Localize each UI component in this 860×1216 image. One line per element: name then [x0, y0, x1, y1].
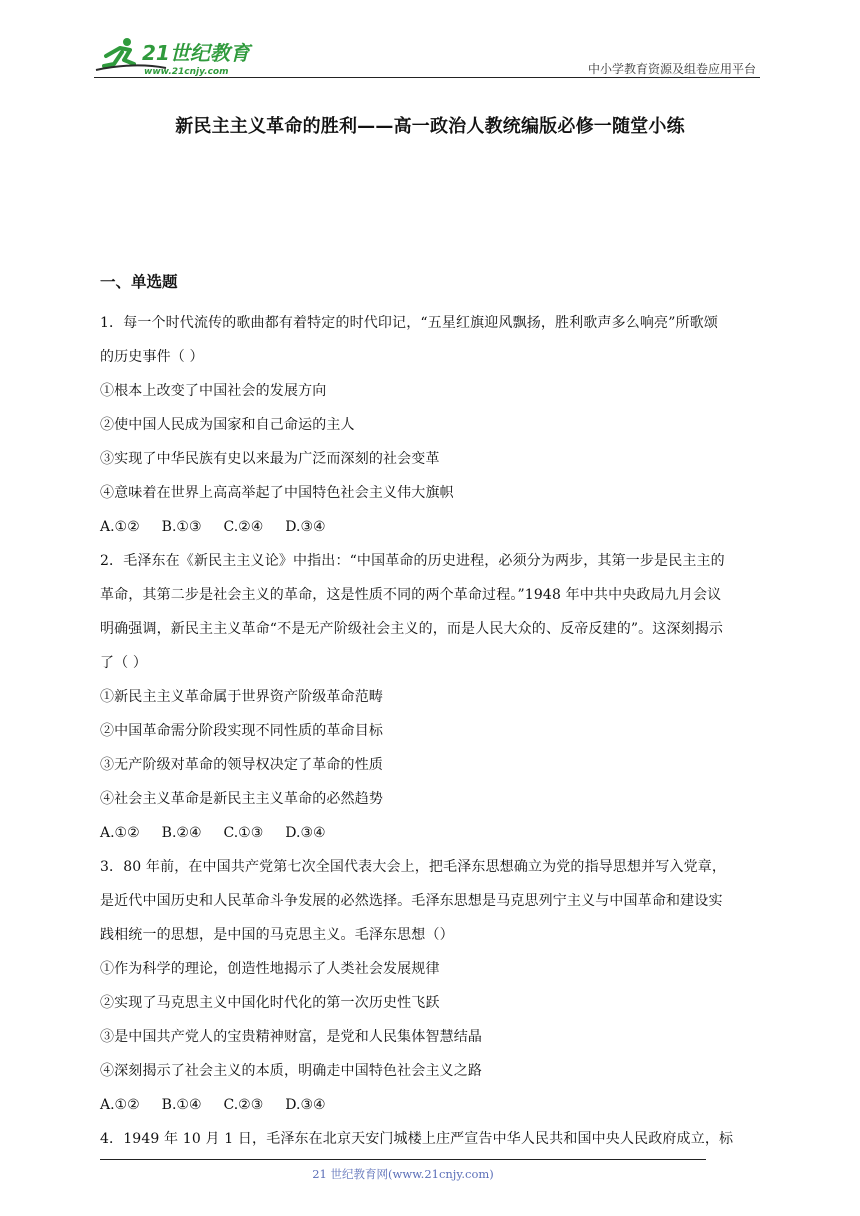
question-4 — [100, 1122, 764, 1156]
answer-option[interactable]: C.①③ — [223, 825, 264, 841]
answer-option[interactable]: A.①② — [100, 519, 140, 535]
answer-option[interactable]: B.①③ — [161, 519, 202, 535]
question-line: ①新民主主义革命属于世界资产阶级革命范畴 — [100, 689, 383, 705]
question-stem: 4．1949 年 10 月 1 日，毛泽东在北京天安门城楼上庄严宣告中华人民共和国中央人民政府成立，标 — [100, 1131, 734, 1147]
question-1 — [100, 306, 764, 544]
answer-option[interactable]: A.①② — [100, 825, 140, 841]
answer-option[interactable]: B.①④ — [161, 1097, 202, 1113]
document-title: 新民主主义革命的胜利——高一政治人教统编版必修一随堂小练 — [175, 116, 685, 137]
answer-option[interactable]: C.②④ — [223, 519, 264, 535]
logo-text: 21世纪教育 — [142, 41, 250, 65]
header-divider — [94, 77, 760, 78]
answer-options — [100, 816, 764, 850]
answer-option[interactable]: B.②④ — [161, 825, 202, 841]
question-line: 的历史事件（ ） — [100, 349, 204, 365]
answer-option[interactable]: D.③④ — [285, 519, 326, 535]
question-line: 了（ ） — [100, 655, 148, 671]
platform-name: 中小学教育资源及组卷应用平台 — [587, 62, 756, 76]
answer-option[interactable]: D.③④ — [285, 825, 326, 841]
answer-option[interactable]: C.②③ — [223, 1097, 264, 1113]
question-line: 是近代中国历史和人民革命斗争发展的必然选择。毛泽东思想是马克思列宁主义与中国革命和建设实 — [100, 893, 723, 909]
question-line: ②实现了马克思主义中国化时代化的第一次历史性飞跃 — [100, 995, 440, 1011]
answer-option[interactable]: D.③④ — [285, 1097, 326, 1113]
answer-options — [100, 510, 764, 544]
question-line: ④意味着在世界上高高举起了中国特色社会主义伟大旗帜 — [100, 485, 454, 501]
answer-option[interactable]: A.①② — [100, 1097, 140, 1113]
question-2 — [100, 544, 764, 850]
question-line: 践相统一的思想，是中国的马克思主义。毛泽东思想（） — [100, 927, 454, 943]
question-line: ②使中国人民成为国家和自己命运的主人 — [100, 417, 355, 433]
question-line: 革命，其第二步是社会主义的革命，这是性质不同的两个革命过程。”1948 年中共中央政局九月会议 — [100, 587, 722, 603]
question-3 — [100, 850, 764, 1122]
question-line: ①作为科学的理论，创造性地揭示了人类社会发展规律 — [100, 961, 440, 977]
page-header — [94, 30, 760, 78]
question-line: ④深刻揭示了社会主义的本质，明确走中国特色社会主义之路 — [100, 1063, 483, 1079]
footer-divider — [100, 1159, 706, 1160]
question-stem: 3．80 年前，在中国共产党第七次全国代表大会上，把毛泽东思想确立为党的指导思想并写入党章， — [100, 859, 727, 875]
site-logo[interactable] — [94, 34, 264, 78]
question-line: ④社会主义革命是新民主主义革命的必然趋势 — [100, 791, 383, 807]
runner-logo-icon — [94, 34, 264, 78]
question-line: ③无产阶级对革命的领导权决定了革命的性质 — [100, 757, 383, 773]
footer-link[interactable]: 21 世纪教育网(www.21cnjy.com) — [312, 1167, 494, 1181]
question-list — [100, 306, 764, 1156]
question-line: ②中国革命需分阶段实现不同性质的革命目标 — [100, 723, 383, 739]
answer-options — [100, 1088, 764, 1122]
section-heading: 一、单选题 — [100, 273, 178, 291]
question-line: ③实现了中华民族有史以来最为广泛而深刻的社会变革 — [100, 451, 440, 467]
question-line: 明确强调，新民主主义革命“不是无产阶级社会主义的，而是人民大众的、反帝反建的”。这深刻揭示 — [100, 621, 724, 637]
logo-url: www.21cnjy.com — [144, 67, 229, 77]
question-line: ①根本上改变了中国社会的发展方向 — [100, 383, 327, 399]
question-line: ③是中国共产党人的宝贵精神财富，是党和人民集体智慧结晶 — [100, 1029, 483, 1045]
question-stem: 1．每一个时代流传的歌曲都有着特定的时代印记，“五星红旗迎风飘扬，胜利歌声多么响亮”所歌颂 — [100, 315, 718, 331]
question-stem: 2．毛泽东在《新民主主义论》中指出：“中国革命的历史进程，必须分为两步，其第一步是民主主的 — [100, 553, 725, 569]
